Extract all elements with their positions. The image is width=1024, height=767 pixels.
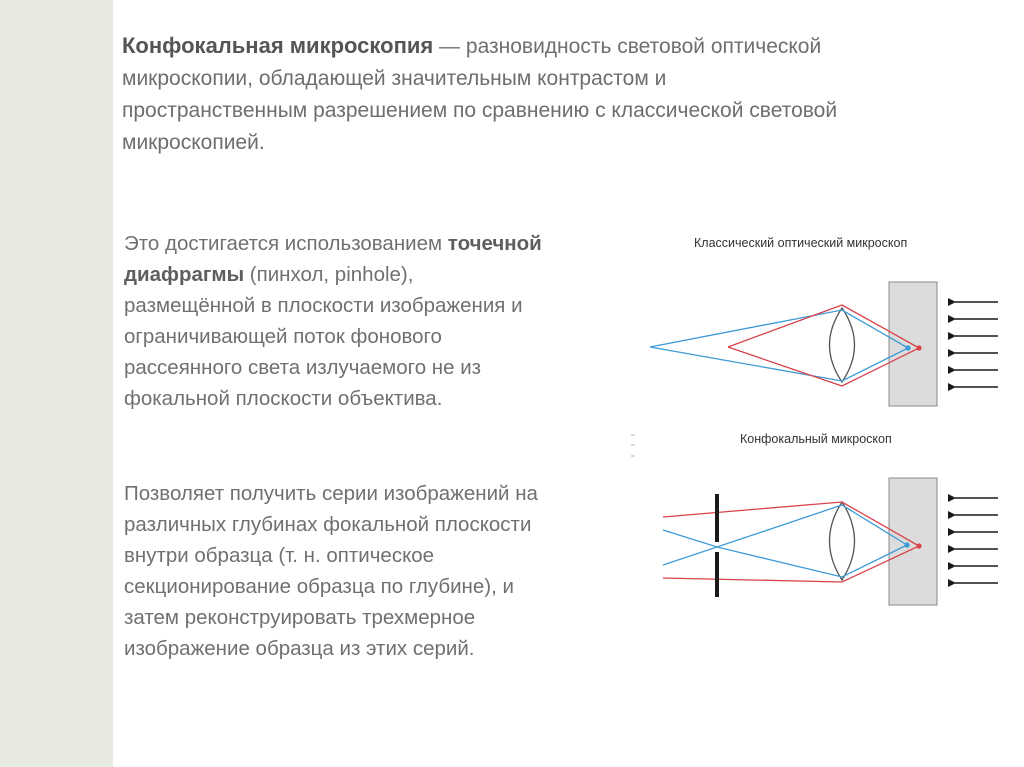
classic-rays bbox=[650, 305, 922, 386]
confocal-illumination-arrows bbox=[955, 498, 998, 583]
confocal-rays bbox=[663, 502, 922, 582]
paragraph-pinhole-term: точечной диафрагмы bbox=[124, 232, 542, 286]
slide-heading bbox=[122, 30, 842, 159]
side-band bbox=[0, 0, 113, 767]
paragraph-pinhole-rest: (пинхол, pinhole), размещённой в плоскости изображения и ограничивающей поток фонового рассеянного света излучаемого не из фокальной плоскости объектива. bbox=[124, 263, 523, 410]
stray-mark bbox=[631, 434, 635, 436]
confocal-lens bbox=[830, 502, 855, 580]
classic-lens bbox=[830, 308, 855, 382]
paragraph-pinhole bbox=[124, 228, 544, 414]
classic-illumination-arrows bbox=[955, 302, 998, 387]
stray-mark bbox=[631, 444, 635, 446]
classic-microscope-label: Классический оптический микроскоп bbox=[694, 236, 908, 250]
heading-definition: разновидность световой оптической микроскопии, обладающей значительным контрастом и пространственным разрешением по сравнению с классической световой микроскопией. bbox=[122, 35, 838, 154]
paragraph-pinhole-intro: Это достигается использованием bbox=[124, 232, 448, 255]
confocal-microscope-label: Конфокальный микроскоп bbox=[740, 432, 892, 446]
pinhole-aperture bbox=[715, 494, 719, 597]
heading-dash: — bbox=[433, 35, 466, 58]
stray-mark bbox=[631, 455, 635, 457]
heading-term: Конфокальная микроскопия bbox=[122, 33, 434, 58]
microscope-diagram bbox=[628, 220, 1008, 620]
confocal-sample bbox=[889, 478, 937, 605]
paragraph-sectioning: Позволяет получить серии изображений на различных глубинах фокальной плоскости внутри образца (т. н. оптическое секционирование образца по глубине), и затем реконструировать трехмерное изображение образца из этих серий. bbox=[124, 482, 538, 660]
